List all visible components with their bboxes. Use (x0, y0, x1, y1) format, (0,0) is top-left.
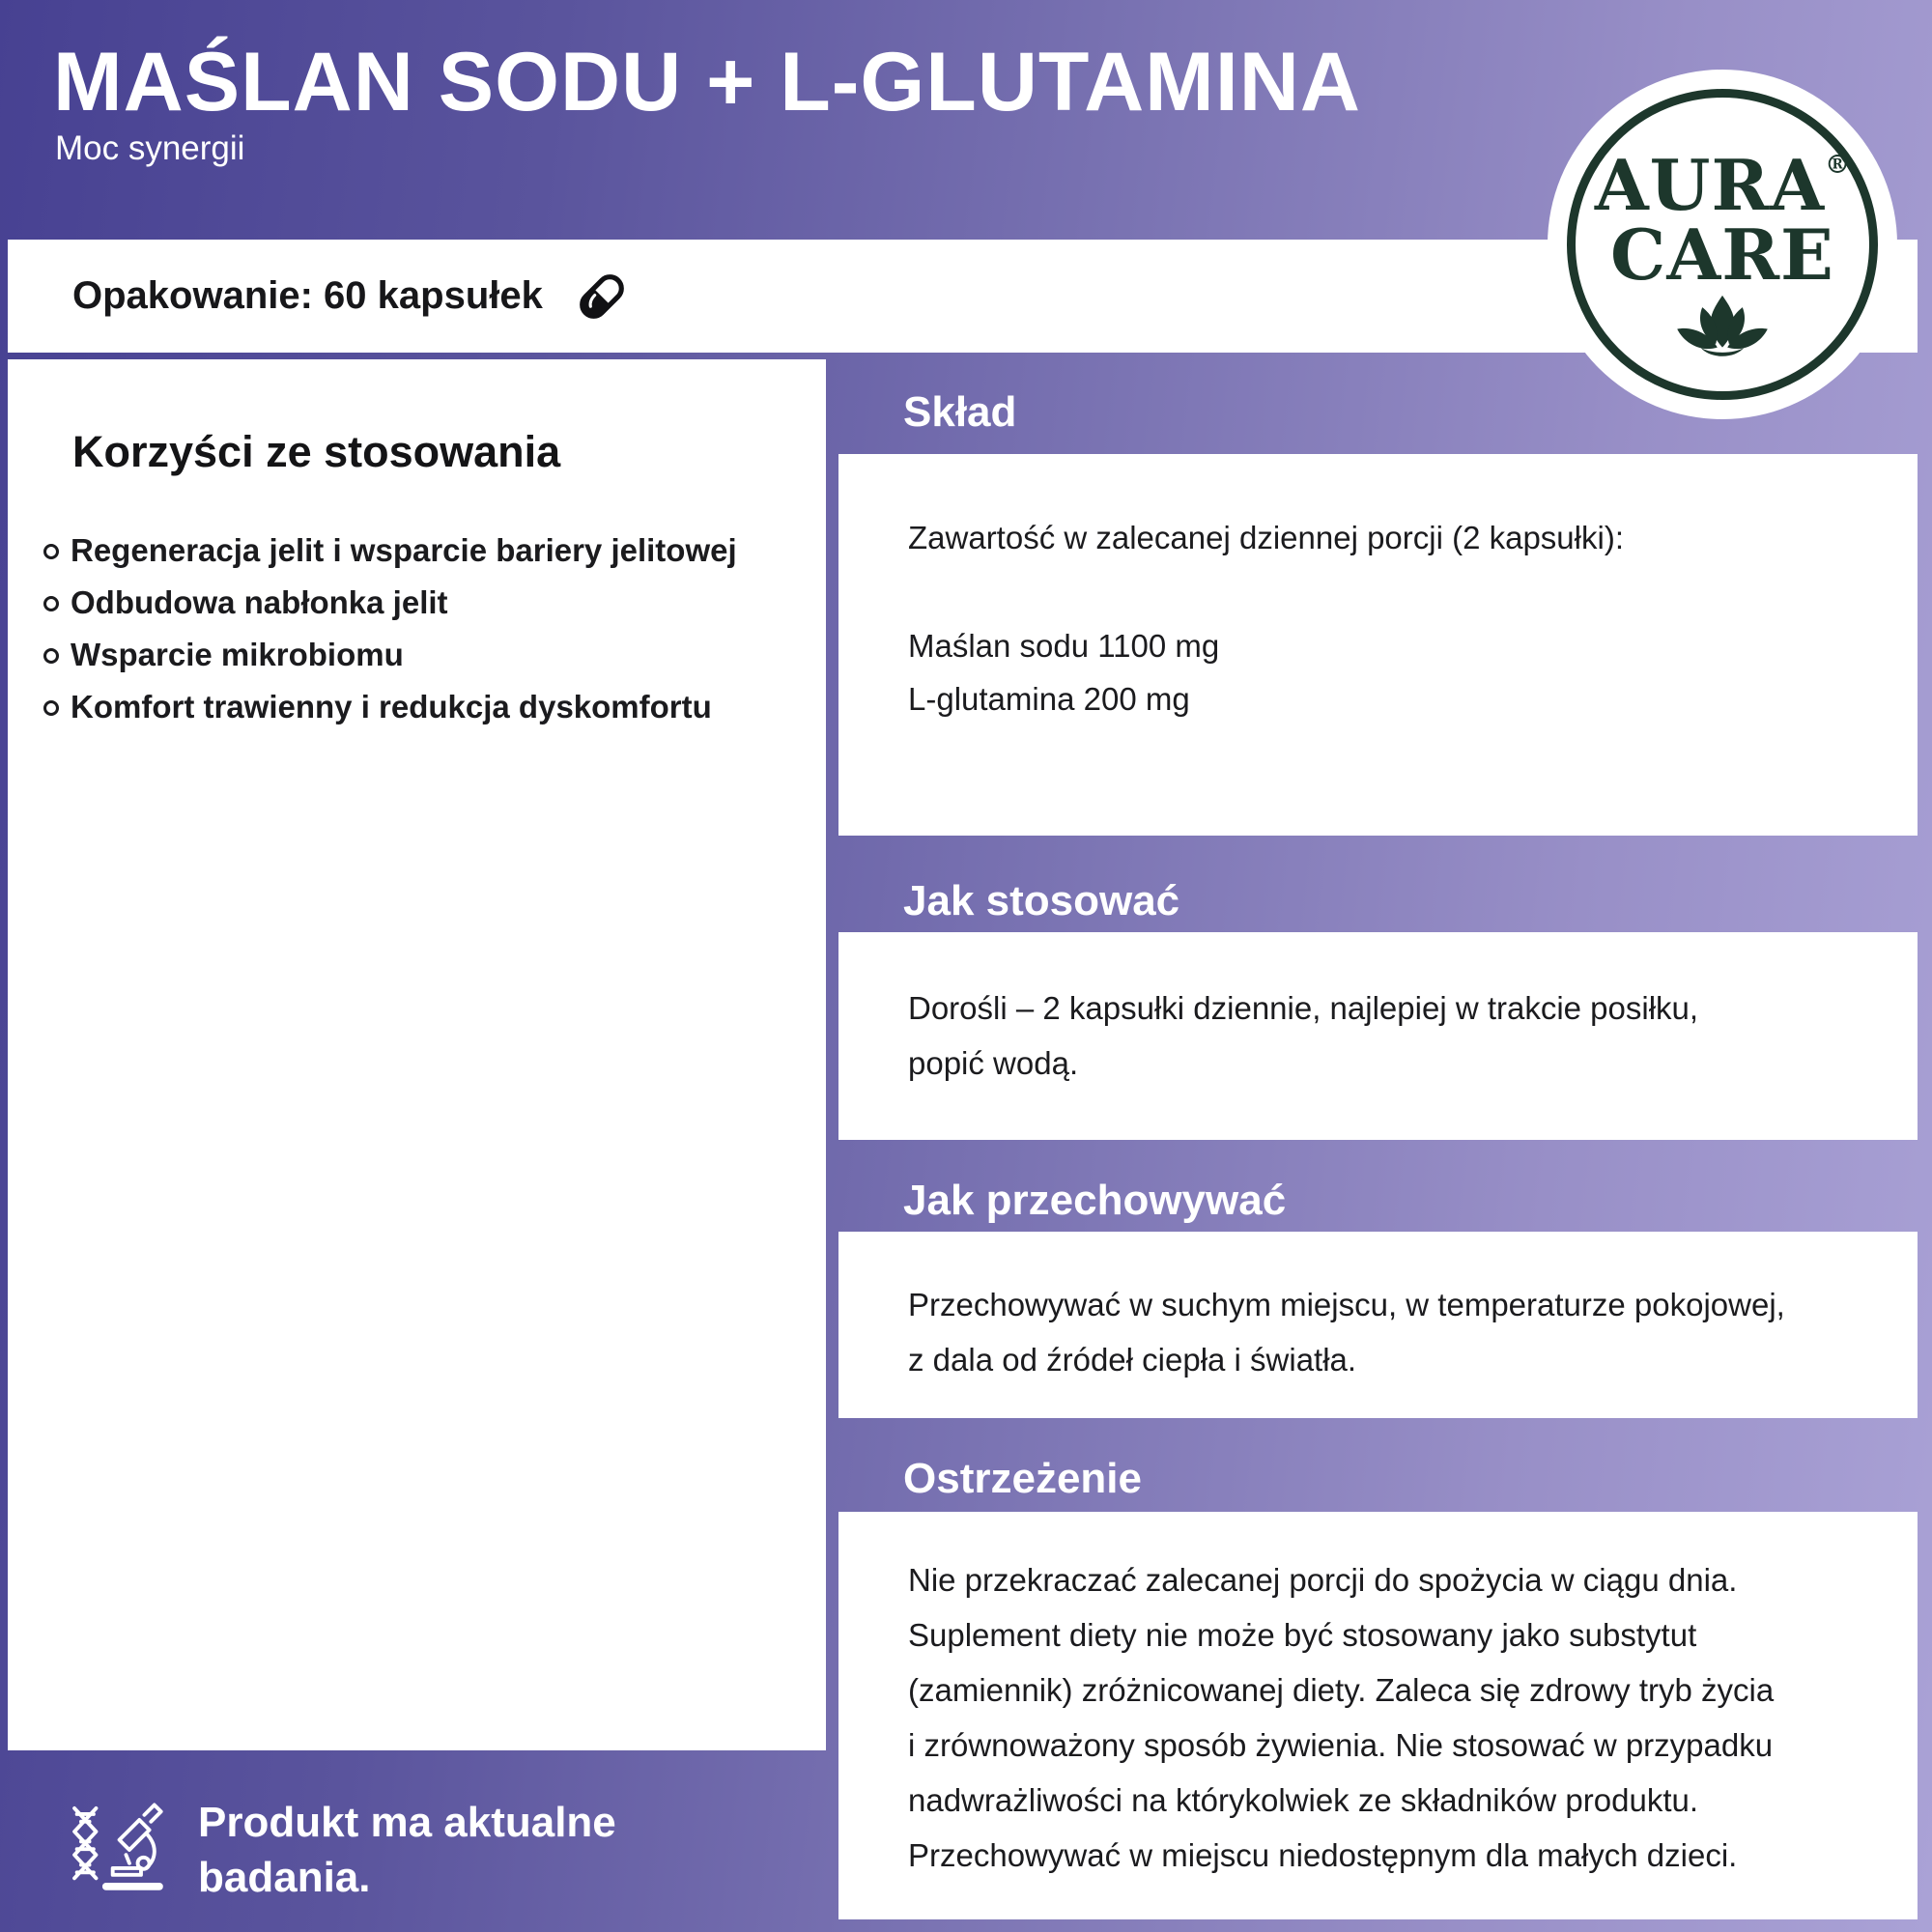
research-note-text: Produkt ma aktualne badania. (198, 1799, 616, 1901)
brand-logo (1548, 70, 1897, 419)
benefits-heading: Korzyści ze stosowania (72, 427, 561, 476)
research-note (63, 1793, 720, 1907)
usage-line: popić wodą. (908, 1045, 1079, 1081)
registered-mark: ® (1825, 151, 1851, 180)
section-heading-ostrzezenie: Ostrzeżenie (903, 1455, 1142, 1502)
sklad-panel (838, 454, 1918, 836)
bullet-icon (43, 596, 59, 611)
page-title: MAŚLAN SODU + L-GLUTAMINA (53, 36, 1361, 128)
brand-name-bottom: CARE (1610, 213, 1834, 296)
warning-line: i zrównoważony sposób żywienia. Nie stosować w przypadku (908, 1727, 1774, 1763)
section-heading-sklad: Skład (903, 388, 1017, 436)
jak-przechowywac-panel (838, 1232, 1918, 1418)
ingredient-row: L-glutamina 200 mg (908, 681, 1190, 717)
sklad-intro: Zawartość w zalecanej dziennej porcji (2 kapsułki): (908, 520, 1624, 555)
ingredient-list (908, 619, 1898, 725)
warning-line: nadwrażliwości na którykolwiek ze składników produktu. (908, 1782, 1699, 1818)
capsule-icon (572, 267, 632, 327)
storage-line: z dala od źródeł ciepła i światła. (908, 1342, 1357, 1378)
jak-stosowac-panel (838, 932, 1918, 1140)
warning-line: Przechowywać w miejscu niedostępnym dla małych dzieci. (908, 1837, 1738, 1873)
package-label: Opakowanie: 60 kapsułek (72, 274, 543, 317)
lotus-icon (1672, 294, 1773, 364)
benefits-list (43, 531, 797, 726)
dna-microscope-icon (63, 1793, 171, 1907)
bullet-icon (43, 700, 59, 716)
ingredient-row: Maślan sodu 1100 mg (908, 628, 1220, 664)
section-heading-jak-stosowac: Jak stosować (903, 877, 1180, 924)
warning-line: Suplement diety nie może być stosowany jako substytut (908, 1617, 1697, 1653)
warning-line: Nie przekraczać zalecanej porcji do spożycia w ciągu dnia. (908, 1562, 1738, 1598)
section-heading-jak-przechowywac: Jak przechowywać (903, 1177, 1287, 1224)
storage-line: Przechowywać w suchym miejscu, w temperaturze pokojowej, (908, 1287, 1785, 1322)
logo-content (1548, 70, 1897, 419)
bullet-icon (43, 544, 59, 559)
usage-line: Dorośli – 2 kapsułki dziennie, najlepiej w trakcie posiłku, (908, 990, 1699, 1026)
list-item: Regeneracja jelit i wsparcie bariery jelitowej (43, 531, 797, 570)
list-item: Komfort trawienny i redukcja dyskomfortu (43, 688, 797, 726)
list-item: Odbudowa nabłonka jelit (43, 583, 797, 622)
page-subtitle: Moc synergii (55, 129, 245, 167)
bullet-icon (43, 648, 59, 664)
brand-name-top: AURA® (1594, 144, 1851, 226)
ostrzezenie-panel (838, 1512, 1918, 1919)
list-item: Wsparcie mikrobiomu (43, 636, 797, 674)
benefits-panel (8, 359, 826, 1750)
warning-line: (zamiennik) zróżnicowanej diety. Zaleca się zdrowy tryb życia (908, 1672, 1775, 1708)
